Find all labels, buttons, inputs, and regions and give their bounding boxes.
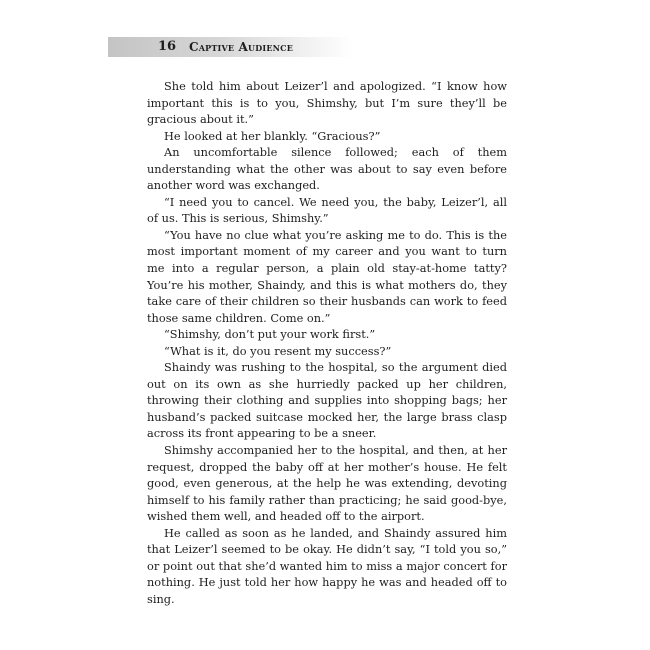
paragraph: Shaindy was rushing to the hospital, so the argument died out on its own as she hurriedly packed up her children, throwing their clothing and supplies into shopping bags; her husband’s packed suitcase mocked her, the large brass clasp across its front appearing to be a sneer.: [147, 360, 507, 441]
paragraph: “You have no clue what you’re asking me to do. This is the most important moment of my career and you want to turn me into a regular person, a plain old stay-at-home tatty? You’re his mother, Shaindy, and this is what mothers do, they take care of their children so their husbands can work to feed those same children. Come on.”: [147, 227, 507, 325]
paragraph: “What is it, do you resent my success?”: [164, 343, 392, 358]
body-text: [147, 78, 507, 608]
running-header: [108, 37, 353, 57]
paragraph: “Shimshy, don’t put your work first.”: [164, 327, 376, 342]
paragraph: “I need you to cancel. We need you, the baby, Leizer’l, all of us. This is serious, Shimshy.”: [147, 194, 507, 226]
paragraph: He looked at her blankly. “Gracious?”: [164, 128, 381, 143]
paragraph: Shimshy accompanied her to the hospital, and then, at her request, dropped the baby off at her mother’s house. He felt good, even generous, at the help he was extending, devoting himself to his family rather than practicing; he said good-bye, wished them well, and headed off to the airport.: [147, 443, 507, 524]
paragraph: She told him about Leizer’l and apologized. “I know how important this is to you, Shimshy, but I’m sure they’ll be gracious about it.”: [147, 79, 507, 127]
running-title: Captive Audience: [189, 40, 293, 54]
paragraph: An uncomfortable silence followed; each of them understanding what the other was about to say even before another word was exchanged.: [147, 145, 507, 193]
paragraph: He called as soon as he landed, and Shaindy assured him that Leizer’l seemed to be okay. He didn’t say, “I told you so,” or point out that she’d wanted him to miss a major concert for nothing. He just told her how happy he was and headed off to sing.: [147, 525, 507, 606]
page-number: 16: [158, 39, 177, 54]
